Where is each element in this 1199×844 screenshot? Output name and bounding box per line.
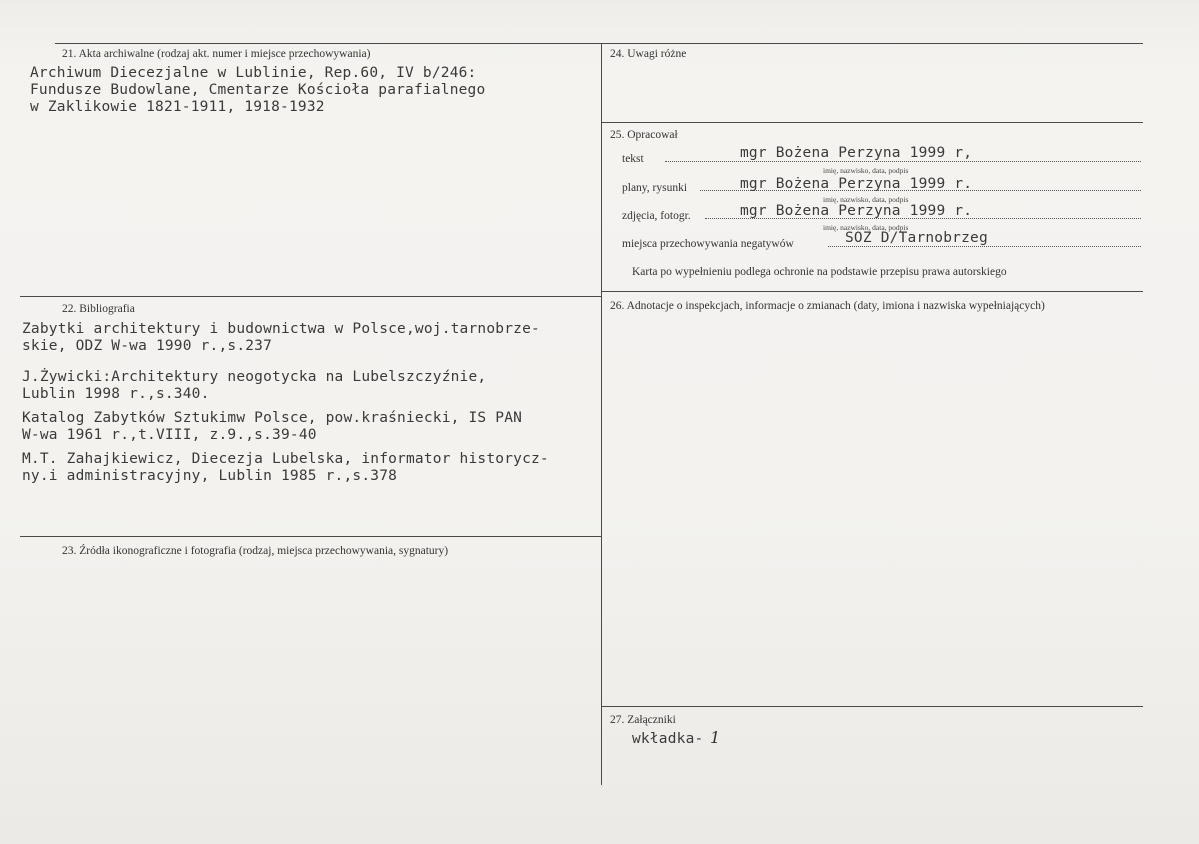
- negatives-location-label: miejsca przechowywania negatywów: [622, 238, 794, 250]
- bibliography-entry-3-line-2: W-wa 1961 r.,t.VIII, z.9.,s.39-40: [22, 427, 317, 443]
- rule-24-25: [601, 122, 1143, 123]
- archive-line-1: Archiwum Diecezjalne w Lublinie, Rep.60, IV b/246:: [30, 65, 477, 81]
- bibliography-entry-4-line-1: M.T. Zahajkiewicz, Diecezja Lubelska, informator historycz-: [22, 451, 549, 467]
- bibliography-entry-3-line-1: Katalog Zabytków Sztukimw Polsce, pow.kraśniecki, IS PAN: [22, 410, 523, 426]
- drawings-author-value: mgr Bożena Perzyna 1999 r.: [740, 176, 973, 192]
- copyright-note: Karta po wypełnieniu podlega ochronie na podstawie przepisu prawa autorskiego: [632, 266, 1007, 278]
- photos-author-caption: imię, nazwisko, data, podpis: [823, 223, 909, 232]
- section-27-label: 27. Załączniki: [610, 714, 676, 726]
- center-divider: [601, 43, 602, 785]
- bibliography-entry-2-line-2: Lublin 1998 r.,s.340.: [22, 386, 210, 402]
- section-25-label: 25. Opracował: [610, 129, 678, 141]
- photos-author-label: zdjęcia, fotogr.: [622, 210, 691, 222]
- top-rule: [55, 43, 1143, 44]
- section-23-label: 23. Źródła ikonograficzne i fotografia (rodzaj, miejsca przechowywania, sygnatury): [62, 545, 449, 557]
- photos-author-value: mgr Bożena Perzyna 1999 r.: [740, 203, 973, 219]
- attachments-handwritten-number: 1: [710, 728, 721, 747]
- bibliography-entry-1-line-1: Zabytki architektury i budownictwa w Polsce,woj.tarnobrze-: [22, 321, 540, 337]
- rule-right-25-26: [601, 291, 1143, 292]
- archive-line-2: Fundusze Budowlane, Cmentarze Kościoła parafialnego: [30, 82, 486, 98]
- section-24-label: 24. Uwagi różne: [610, 48, 687, 60]
- section-21-label: 21. Akta archiwalne (rodzaj akt. numer i miejsce przechowywania): [62, 48, 371, 60]
- bibliography-entry-1-line-2: skie, ODZ W-wa 1990 r.,s.237: [22, 338, 273, 354]
- drawings-author-label: plany, rysunki: [622, 182, 688, 194]
- rule-left-22-23: [20, 536, 602, 537]
- section-26-label: 26. Adnotacje o inspekcjach, informacje o zmianach (daty, imiona i nazwiska wypełniających): [610, 300, 1045, 312]
- bibliography-entry-4-line-2: ny.i administracyjny, Lublin 1985 r.,s.378: [22, 468, 398, 484]
- bibliography-entry-2-line-1: J.Żywicki:Architektury neogotycka na Lubelszczyźnie,: [22, 369, 487, 385]
- text-author-label: tekst: [622, 153, 644, 165]
- archive-line-3: w Zaklikowie 1821-1911, 1918-1932: [30, 99, 325, 115]
- rule-left-21-22: [20, 296, 602, 297]
- section-22-label: 22. Bibliografia: [62, 303, 135, 315]
- attachments-value: wkładka-: [632, 731, 704, 747]
- text-author-caption: imię, nazwisko, data, podpis: [823, 166, 909, 175]
- text-author-value: mgr Bożena Perzyna 1999 r,: [740, 145, 973, 161]
- rule-right-26-27: [601, 706, 1143, 707]
- negatives-location-value: SOZ D/Tarnobrzeg: [845, 230, 988, 246]
- drawings-author-caption: imię, nazwisko, data, podpis: [823, 195, 909, 204]
